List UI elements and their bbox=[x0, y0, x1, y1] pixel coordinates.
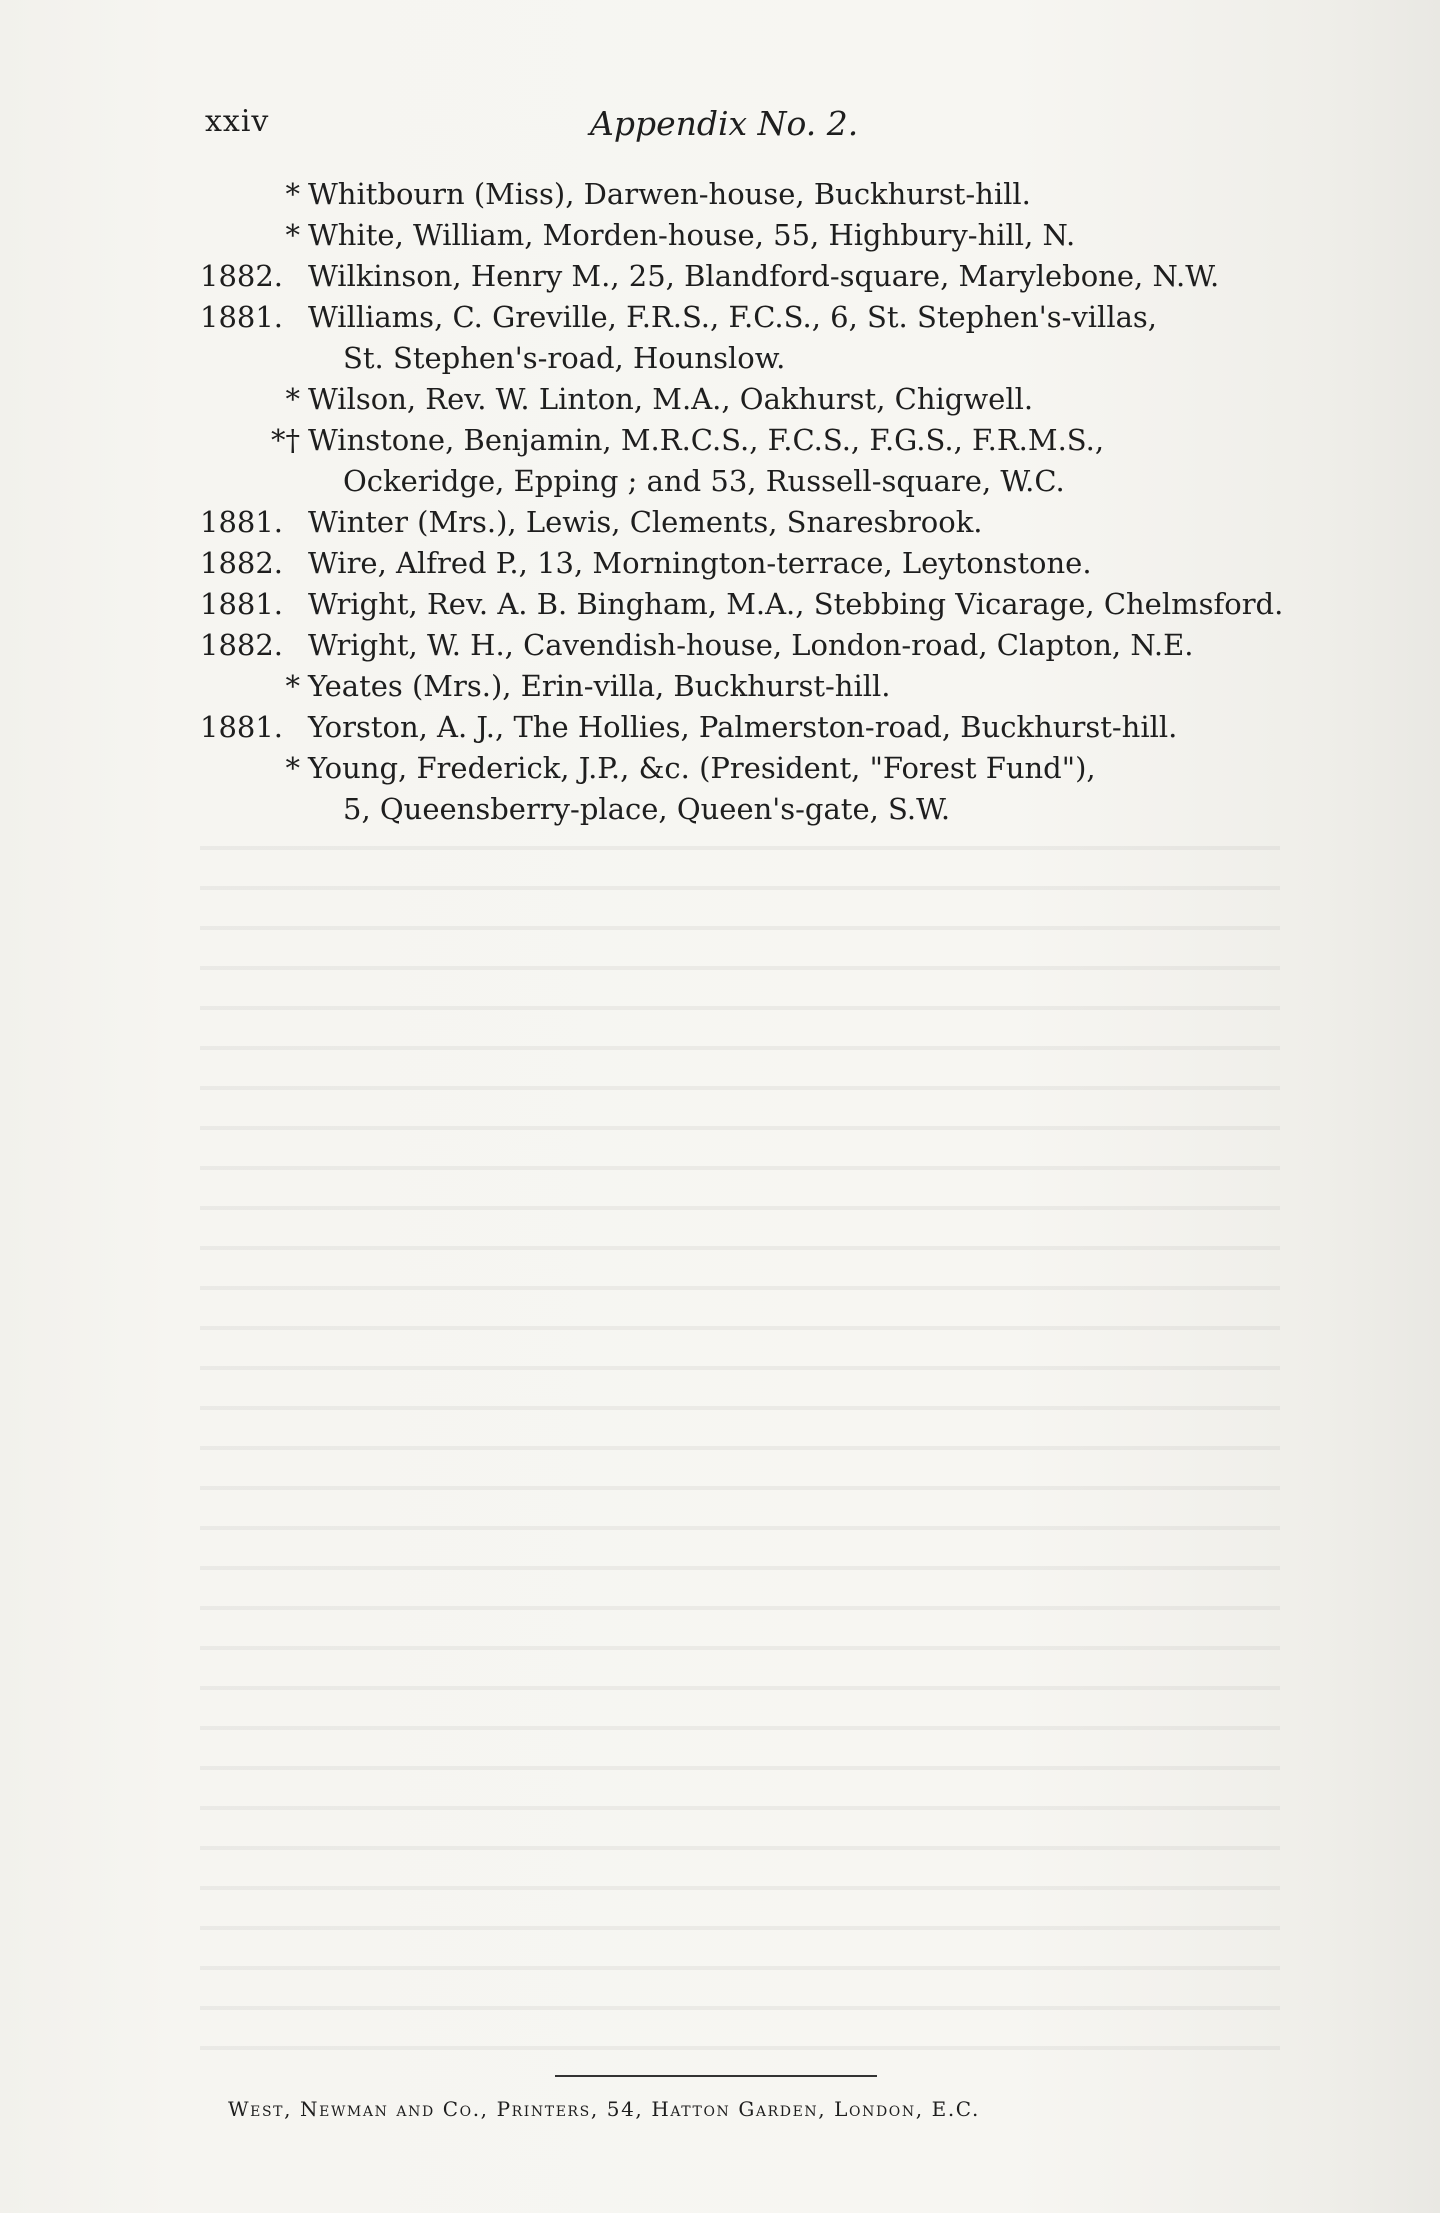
entry-date: 1881. bbox=[200, 710, 284, 744]
entry-text: White, William, Morden-house, 55, Highbury-hill, N. bbox=[308, 218, 1076, 252]
entry-date: 1881. bbox=[200, 300, 284, 334]
member-list bbox=[200, 174, 1284, 830]
entry-mark: *† bbox=[271, 423, 300, 457]
entry-text: Wilson, Rev. W. Linton, M.A., Oakhurst, Chigwell. bbox=[308, 382, 1034, 416]
entry-text: Winstone, Benjamin, M.R.C.S., F.C.S., F.G.S., F.R.M.S., bbox=[308, 423, 1105, 457]
list-item bbox=[200, 174, 1280, 215]
show-through-text bbox=[200, 820, 1280, 2060]
list-item bbox=[200, 502, 1280, 543]
entry-mark: * bbox=[285, 669, 300, 703]
entry-text-continued: St. Stephen's-road, Hounslow. bbox=[343, 341, 786, 375]
entry-date: 1881. bbox=[200, 587, 284, 621]
entry-text: Yeates (Mrs.), Erin-villa, Buckhurst-hill. bbox=[308, 669, 891, 703]
list-item bbox=[200, 297, 1280, 379]
page-title: Appendix No. 2. bbox=[590, 104, 859, 143]
entry-text-continued: 5, Queensberry-place, Queen's-gate, S.W. bbox=[343, 792, 951, 826]
list-item bbox=[200, 707, 1280, 748]
entry-date: 1882. bbox=[200, 628, 284, 662]
list-item bbox=[200, 543, 1280, 584]
list-item bbox=[200, 379, 1280, 420]
list-item bbox=[200, 666, 1280, 707]
entry-mark: * bbox=[285, 218, 300, 252]
list-item bbox=[200, 215, 1280, 256]
list-item bbox=[200, 748, 1280, 830]
entry-date: 1881. bbox=[200, 505, 284, 539]
entry-text: Whitbourn (Miss), Darwen-house, Buckhurst-hill. bbox=[308, 177, 1031, 211]
printer-imprint: West, Newman and Co., Printers, 54, Hatton Garden, London, E.C. bbox=[228, 2097, 980, 2121]
entry-text: Wright, Rev. A. B. Bingham, M.A., Stebbing Vicarage, Chelmsford. bbox=[308, 587, 1284, 621]
entry-text: Winter (Mrs.), Lewis, Clements, Snaresbrook. bbox=[308, 505, 983, 539]
entry-text: Wire, Alfred P., 13, Mornington-terrace, Leytonstone. bbox=[308, 546, 1092, 580]
page-number: xxiv bbox=[205, 104, 270, 139]
entry-mark: * bbox=[285, 177, 300, 211]
entry-date: 1882. bbox=[200, 259, 284, 293]
entry-date: 1882. bbox=[200, 546, 284, 580]
entry-mark: * bbox=[285, 382, 300, 416]
footer-rule bbox=[555, 2075, 877, 2077]
entry-mark: * bbox=[285, 751, 300, 785]
list-item bbox=[200, 256, 1280, 297]
list-item bbox=[200, 584, 1284, 625]
entry-text: Williams, C. Greville, F.R.S., F.C.S., 6, St. Stephen's-villas, bbox=[308, 300, 1158, 334]
page-header bbox=[205, 96, 1265, 156]
entry-text: Wilkinson, Henry M., 25, Blandford-square, Marylebone, N.W. bbox=[308, 259, 1220, 293]
list-item bbox=[200, 420, 1280, 502]
entry-text-continued: Ockeridge, Epping ; and 53, Russell-square, W.C. bbox=[343, 464, 1065, 498]
entry-text: Young, Frederick, J.P., &c. (President, "Forest Fund"), bbox=[308, 751, 1096, 785]
list-item bbox=[200, 625, 1280, 666]
entry-text: Yorston, A. J., The Hollies, Palmerston-road, Buckhurst-hill. bbox=[308, 710, 1178, 744]
entry-text: Wright, W. H., Cavendish-house, London-road, Clapton, N.E. bbox=[308, 628, 1194, 662]
